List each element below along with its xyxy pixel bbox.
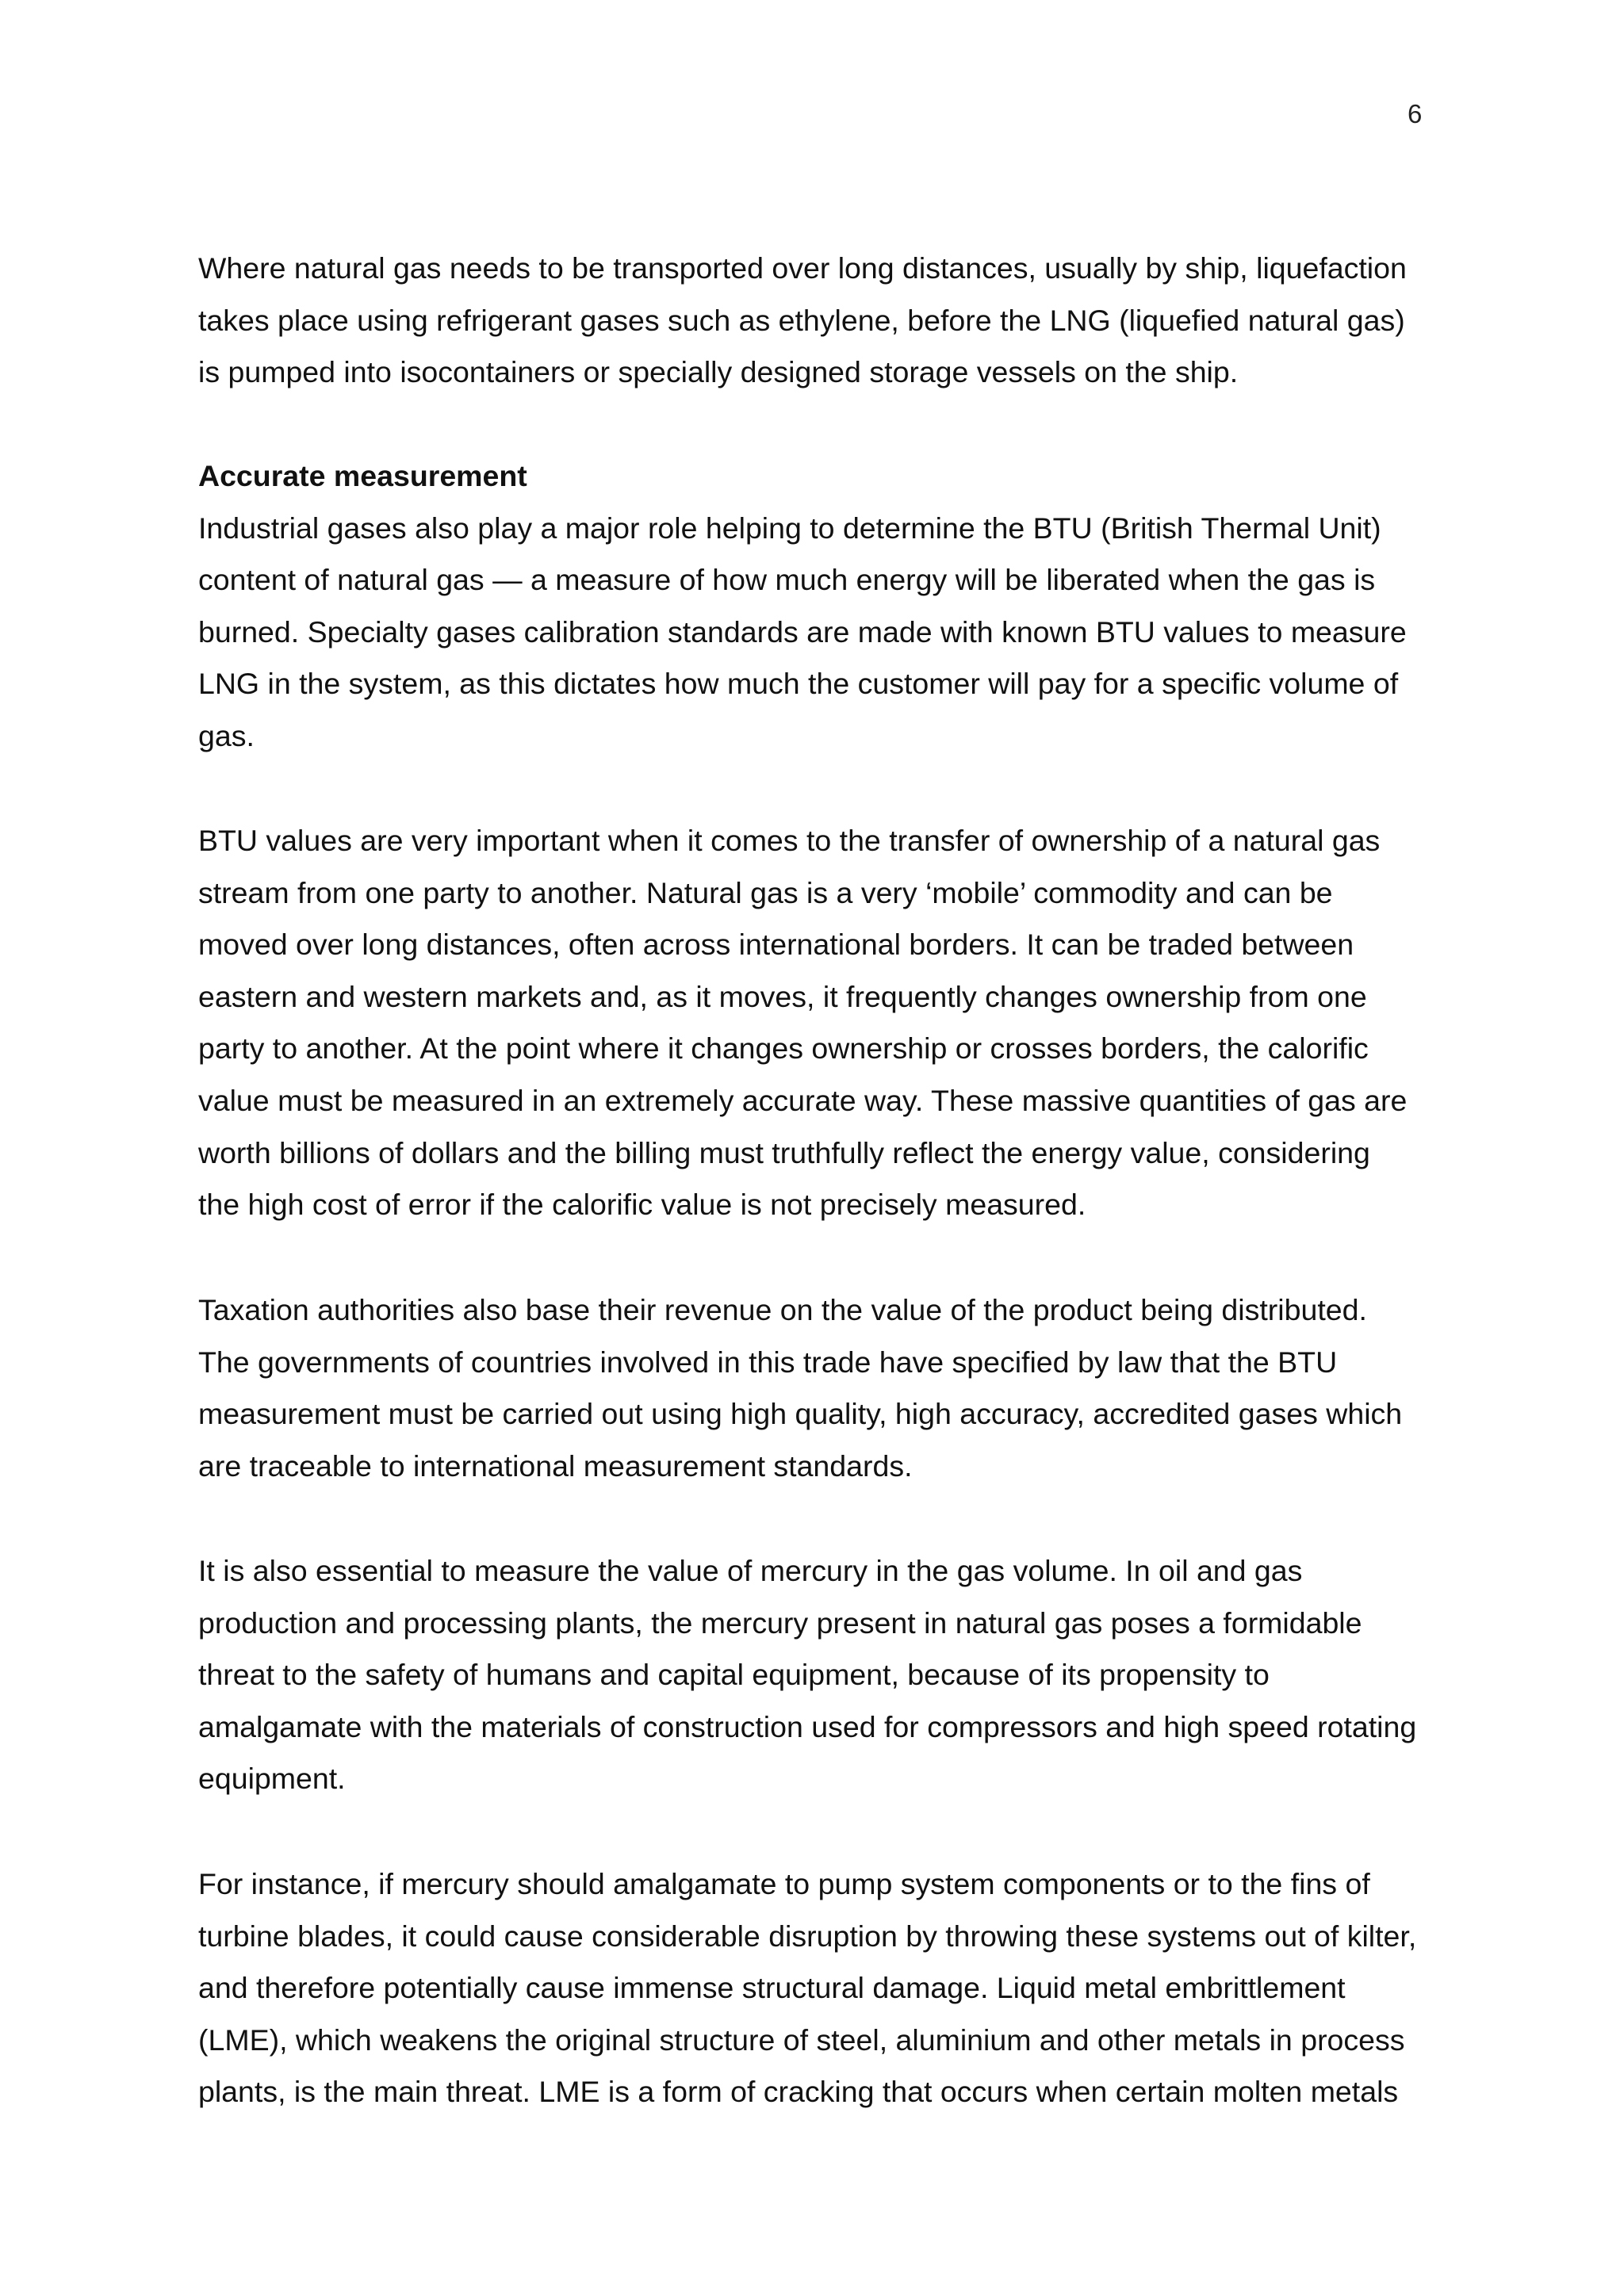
text-line: stream from one party to another. Natural gas is a very ‘mobile’ commodity and can be [198, 875, 1333, 909]
page-number: 6 [1408, 99, 1423, 128]
text-line: Where natural gas needs to be transported over long distances, usually by ship, liquefaction [198, 251, 1407, 285]
text-line: equipment. [198, 1762, 346, 1796]
text-line: are traceable to international measurement standards. [198, 1448, 913, 1483]
text-line: measurement must be carried out using high quality, high accuracy, accredited gases which [198, 1397, 1403, 1431]
text-line: BTU values are very important when it comes to the transfer of ownership of a natural gas [198, 824, 1381, 857]
text-line: content of natural gas — a measure of how much energy will be liberated when the gas is [198, 563, 1376, 597]
text-line: gas. [198, 718, 255, 752]
text-line: production and processing plants, the mercury present in natural gas poses a formidable [198, 1605, 1362, 1640]
text-line: Industrial gases also play a major role helping to determine the BTU (British Thermal Unit) [198, 511, 1381, 545]
text-line: eastern and western markets and, as it moves, it frequently changes ownership from one [198, 979, 1367, 1013]
text-line: It is also essential to measure the value of mercury in the gas volume. In oil and gas [198, 1554, 1303, 1587]
paragraph-lng-transport [198, 243, 1447, 399]
text-line: worth billions of dollars and the billing must truthfully reflect the energy value, considering [198, 1135, 1370, 1169]
text-line: For instance, if mercury should amalgamate to pump system components or to the fins of [198, 1867, 1370, 1900]
text-line: party to another. At the point where it changes ownership or crosses borders, the calorific [198, 1031, 1369, 1066]
paragraph-lme [198, 1858, 1447, 2118]
text-line: and therefore potentially cause immense structural damage. Liquid metal embrittlement [198, 1971, 1346, 2005]
text-line: takes place using refrigerant gases such as ethylene, before the LNG (liquefied natural gas) [198, 303, 1405, 337]
text-line: turbine blades, it could cause considerable disruption by throwing these systems out of kilter, [198, 1919, 1417, 1953]
paragraph-btu-ownership [198, 815, 1447, 1231]
text-line: The governments of countries involved in this trade have specified by law that the BTU [198, 1345, 1338, 1379]
text-line: is pumped into isocontainers or specially designed storage vessels on the ship. [198, 355, 1239, 389]
text-line: amalgamate with the materials of construction used for compressors and high speed rotating [198, 1709, 1417, 1743]
text-line: threat to the safety of humans and capital equipment, because of its propensity to [198, 1658, 1270, 1692]
text-line: (LME), which weakens the original structure of steel, aluminium and other metals in process [198, 2022, 1405, 2057]
text-line: Taxation authorities also base their revenue on the value of the product being distributed. [198, 1293, 1367, 1326]
text-line: plants, is the main threat. LME is a form of cracking that occurs when certain molten metals [198, 2075, 1399, 2109]
paragraph-mercury [198, 1545, 1447, 1805]
text-line: LNG in the system, as this dictates how much the customer will pay for a specific volume of [198, 667, 1399, 701]
section-accurate-measurement [198, 450, 1447, 763]
paragraph-taxation [198, 1284, 1447, 1492]
section-heading: Accurate measurement [198, 459, 527, 492]
text-line: burned. Specialty gases calibration standards are made with known BTU values to measure [198, 614, 1407, 649]
text-line: the high cost of error if the calorific value is not precisely measured. [198, 1188, 1086, 1222]
text-line: value must be measured in an extremely accurate way. These massive quantities of gas are [198, 1083, 1408, 1117]
text-line: moved over long distances, often across international borders. It can be traded between [198, 928, 1354, 962]
